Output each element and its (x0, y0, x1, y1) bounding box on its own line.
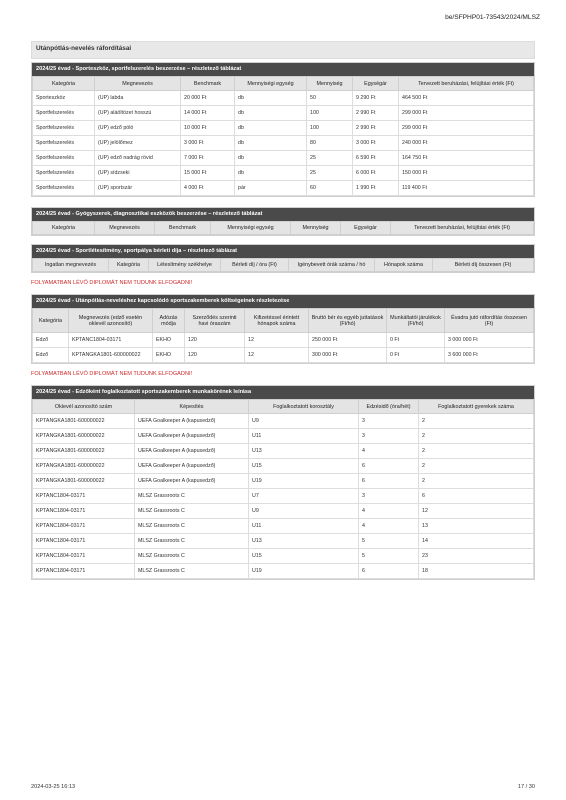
table-cell: 250 000 Ft (309, 333, 387, 348)
table-cell: KPTANC1804-03171 (33, 564, 135, 579)
table-cell: 60 (307, 181, 353, 196)
column-header: Kategória (33, 222, 95, 235)
table-row (33, 414, 534, 429)
table-row (33, 181, 534, 196)
table-row (33, 444, 534, 459)
table-row (33, 459, 534, 474)
table-cell: 12 (419, 504, 534, 519)
table-cell: 13 (419, 519, 534, 534)
column-header: Évadra jutó ráfordítás összesen (Ft) (445, 309, 534, 333)
table-cell: 3 000 Ft (181, 136, 235, 151)
column-header: Szerződés szerinti havi óraszám (185, 309, 245, 333)
table-cell: U15 (249, 459, 359, 474)
table-cell: MLSZ Grassroots C (135, 489, 249, 504)
table-cell: Sportfelszerelés (33, 121, 95, 136)
table-cell: 7 000 Ft (181, 151, 235, 166)
table-row (33, 121, 534, 136)
table-cell: 3 600 000 Ft (445, 348, 534, 363)
column-header: Kifizetéssel érintett hónapok száma (245, 309, 309, 333)
table-cell: (UP) edző póló (95, 121, 181, 136)
table-cell: (UP) sídzseki (95, 166, 181, 181)
table-cell: 14 000 Ft (181, 106, 235, 121)
table-cell: 6 (359, 474, 419, 489)
table-cell: U11 (249, 519, 359, 534)
column-header: Igénybevett órák száma / hó (289, 259, 375, 272)
column-header: Ingatlan megnevezés (33, 259, 109, 272)
table-cell: Sportfelszerelés (33, 151, 95, 166)
table-cell: KPTANC1804-03171 (33, 489, 135, 504)
column-header: Mennyiség (291, 222, 341, 235)
table-cell: KPTANC1804-03171 (33, 534, 135, 549)
table-row (33, 91, 534, 106)
table-cell: db (235, 151, 307, 166)
table-cell: UEFA Goalkeeper A (kapusedző) (135, 474, 249, 489)
table-cell: U13 (249, 534, 359, 549)
medical-table-title: 2024/25 évad - Gyógyszerek, diagnosztikai eszközök beszerzése – részletező táblázat (32, 208, 534, 221)
table-cell: EKHO (153, 333, 185, 348)
table-cell: 80 (307, 136, 353, 151)
table-cell: KPTANGKA1801-600000022 (69, 348, 153, 363)
table-cell: MLSZ Grassroots C (135, 519, 249, 534)
table-row (33, 534, 534, 549)
equipment-header-row (33, 77, 534, 91)
table-cell: Sportfelszerelés (33, 106, 95, 121)
staff-cost-header-row (33, 309, 534, 333)
column-header: Egységár (341, 222, 391, 235)
column-header: Edzésidő (óra/hét) (359, 400, 419, 414)
table-cell: 120 (185, 348, 245, 363)
facility-table-title: 2024/25 évad - Sportlétesítmény, sportpálya bérleti díja – részletező táblázat (32, 245, 534, 258)
table-cell: 3 (359, 429, 419, 444)
table-cell: U9 (249, 504, 359, 519)
table-cell: db (235, 136, 307, 151)
table-cell: U15 (249, 549, 359, 564)
column-header: Oklevél azonosító szám (33, 400, 135, 414)
table-row (33, 549, 534, 564)
table-cell: 6 (359, 459, 419, 474)
diploma-warning: FOLYAMATBAN LÉVŐ DIPLOMÁT NEM TUDUNK ELFOGADNI! (31, 280, 193, 286)
table-cell: 2 (419, 459, 534, 474)
staff-cost-table-block (31, 294, 535, 364)
table-cell: UEFA Goalkeeper A (kapusedző) (135, 429, 249, 444)
table-cell: 3 (359, 414, 419, 429)
table-cell: UEFA Goalkeeper A (kapusedző) (135, 444, 249, 459)
table-cell: Sportfelszerelés (33, 166, 95, 181)
table-cell: 299 000 Ft (399, 106, 534, 121)
table-cell: 299 000 Ft (399, 121, 534, 136)
table-cell: 150 000 Ft (399, 166, 534, 181)
table-cell: UEFA Goalkeeper A (kapusedző) (135, 459, 249, 474)
column-header: Megnevezés (edző esetén oklevél azonosító) (69, 309, 153, 333)
table-cell: MLSZ Grassroots C (135, 504, 249, 519)
table-cell: KPTANC1804-03171 (33, 504, 135, 519)
table-cell: 300 000 Ft (309, 348, 387, 363)
table-cell: KPTANGKA1801-600000022 (33, 459, 135, 474)
medical-table (32, 221, 534, 235)
diploma-warning: FOLYAMATBAN LÉVŐ DIPLOMÁT NEM TUDUNK ELFOGADNI! (31, 371, 193, 377)
table-cell: 0 Ft (387, 348, 445, 363)
table-row (33, 136, 534, 151)
table-cell: Sporteszköz (33, 91, 95, 106)
table-cell: 100 (307, 106, 353, 121)
table-cell: 100 (307, 121, 353, 136)
table-cell: db (235, 106, 307, 121)
table-cell: 12 (245, 333, 309, 348)
table-cell: U7 (249, 489, 359, 504)
column-header: Bérleti díj / óra (Ft) (221, 259, 289, 272)
staff-cost-table-title: 2024/25 évad - Utánpótlás-neveléshez kapcsolódó sportszakemberek költségeinek részletezése (32, 295, 534, 308)
table-cell: 119 400 Ft (399, 181, 534, 196)
table-cell: 464 500 Ft (399, 91, 534, 106)
table-cell: EKHO (153, 348, 185, 363)
table-cell: 18 (419, 564, 534, 579)
table-cell: U13 (249, 444, 359, 459)
table-cell: 6 000 Ft (353, 166, 399, 181)
table-cell: Edző (33, 348, 69, 363)
column-header: Mennyiségi egység (211, 222, 291, 235)
facility-table (32, 258, 534, 272)
table-cell: 3 000 000 Ft (445, 333, 534, 348)
table-cell: (UP) labda (95, 91, 181, 106)
column-header: Kategória (33, 77, 95, 91)
table-cell: KPTANGKA1801-600000022 (33, 414, 135, 429)
coach-duties-header-row (33, 400, 534, 414)
table-cell: 120 (185, 333, 245, 348)
table-cell: (UP) edző nadrág rövid (95, 151, 181, 166)
table-cell: KPTANC1804-03171 (69, 333, 153, 348)
column-header: Mennyiség (307, 77, 353, 91)
page-content (31, 41, 535, 580)
table-cell: 6 (359, 564, 419, 579)
coach-duties-table-title: 2024/25 évad - Edzőként foglalkoztatott sportszakemberek munkakörének leírása (32, 386, 534, 399)
table-cell: db (235, 121, 307, 136)
coach-duties-table-body (33, 414, 534, 579)
table-cell: 15 000 Ft (181, 166, 235, 181)
column-header: Foglalkoztatott korosztály (249, 400, 359, 414)
table-cell: 3 000 Ft (353, 136, 399, 151)
table-cell: 4 (359, 504, 419, 519)
table-cell: 240 000 Ft (399, 136, 534, 151)
table-cell: 2 (419, 444, 534, 459)
table-cell: U9 (249, 414, 359, 429)
table-cell: U19 (249, 474, 359, 489)
table-cell: 1 990 Ft (353, 181, 399, 196)
table-cell: 2 990 Ft (353, 121, 399, 136)
table-row (33, 504, 534, 519)
table-cell: 6 (419, 489, 534, 504)
facility-table-block (31, 244, 535, 273)
table-cell: pár (235, 181, 307, 196)
staff-cost-table-body (33, 333, 534, 363)
table-cell: 4 (359, 444, 419, 459)
table-cell: 25 (307, 166, 353, 181)
table-cell: 6 590 Ft (353, 151, 399, 166)
table-cell: U19 (249, 564, 359, 579)
equipment-table (32, 76, 534, 196)
column-header: Képesítés (135, 400, 249, 414)
table-cell: 5 (359, 549, 419, 564)
table-cell: 9 290 Ft (353, 91, 399, 106)
table-cell: 4 000 Ft (181, 181, 235, 196)
table-cell: 2 (419, 414, 534, 429)
table-cell: 25 (307, 151, 353, 166)
equipment-table-body (33, 91, 534, 196)
table-cell: 2 (419, 429, 534, 444)
table-cell: 4 (359, 519, 419, 534)
table-cell: 20 000 Ft (181, 91, 235, 106)
table-cell: 50 (307, 91, 353, 106)
table-cell: 0 Ft (387, 333, 445, 348)
table-cell: 23 (419, 549, 534, 564)
table-cell: 3 (359, 489, 419, 504)
table-cell: (UP) sportszár (95, 181, 181, 196)
medical-header-row (33, 222, 534, 235)
table-row (33, 151, 534, 166)
column-header: Megnevezés (95, 222, 155, 235)
column-header: Foglalkoztatott gyerekek száma (419, 400, 534, 414)
column-header: Létesítmény székhelye (149, 259, 221, 272)
table-row (33, 474, 534, 489)
table-cell: MLSZ Grassroots C (135, 549, 249, 564)
table-cell: 164 750 Ft (399, 151, 534, 166)
table-cell: Sportfelszerelés (33, 136, 95, 151)
column-header: Adózás módja (153, 309, 185, 333)
document-reference: be/SFPHP01-73543/2024/MLSZ (445, 14, 540, 21)
column-header: Tervezett beruházási, felújítási érték (Ft) (391, 222, 534, 235)
table-cell: KPTANGKA1801-600000022 (33, 444, 135, 459)
column-header: Munkáltatói járulékok (Ft/hó) (387, 309, 445, 333)
table-row (33, 429, 534, 444)
staff-cost-table (32, 308, 534, 363)
table-cell: KPTANC1804-03171 (33, 549, 135, 564)
table-cell: 2 990 Ft (353, 106, 399, 121)
column-header: Kategória (33, 309, 69, 333)
table-cell: (UP) jelölőmez (95, 136, 181, 151)
table-cell: KPTANGKA1801-600000022 (33, 429, 135, 444)
table-row (33, 333, 534, 348)
table-row (33, 519, 534, 534)
table-cell: Edző (33, 333, 69, 348)
facility-header-row (33, 259, 534, 272)
table-cell: 5 (359, 534, 419, 549)
table-cell: (UP) aláöltözet hosszú (95, 106, 181, 121)
table-cell: Sportfelszerelés (33, 181, 95, 196)
coach-duties-table (32, 399, 534, 579)
table-cell: UEFA Goalkeeper A (kapusedző) (135, 414, 249, 429)
column-header: Hónapok száma (375, 259, 433, 272)
table-cell: MLSZ Grassroots C (135, 534, 249, 549)
table-cell: U11 (249, 429, 359, 444)
footer-page-number: 17 / 30 (517, 784, 535, 790)
table-cell: MLSZ Grassroots C (135, 564, 249, 579)
table-row (33, 348, 534, 363)
table-row (33, 489, 534, 504)
column-header: Kategória (109, 259, 149, 272)
table-row (33, 564, 534, 579)
table-cell: 12 (245, 348, 309, 363)
column-header: Egységár (353, 77, 399, 91)
equipment-table-block (31, 62, 535, 197)
table-cell: 2 (419, 474, 534, 489)
table-row (33, 106, 534, 121)
table-row (33, 166, 534, 181)
column-header: Bruttó bér és egyéb juttatások (Ft/hó) (309, 309, 387, 333)
equipment-table-title: 2024/25 évad - Sporteszköz, sportfelszerelés beszerzése – részletező táblázat (32, 63, 534, 76)
medical-table-block (31, 207, 535, 236)
table-cell: 10 000 Ft (181, 121, 235, 136)
column-header: Benchmark (155, 222, 211, 235)
table-cell: db (235, 166, 307, 181)
coach-duties-table-block (31, 385, 535, 580)
column-header: Benchmark (181, 77, 235, 91)
column-header: Bérleti díj összesen (Ft) (433, 259, 534, 272)
table-cell: 14 (419, 534, 534, 549)
column-header: Mennyiségi egység (235, 77, 307, 91)
column-header: Megnevezés (95, 77, 181, 91)
footer-timestamp: 2024-03-25 16:13 (31, 784, 76, 790)
table-cell: KPTANGKA1801-600000022 (33, 474, 135, 489)
table-cell: db (235, 91, 307, 106)
column-header: Tervezett beruházási, felújítási érték (Ft) (399, 77, 534, 91)
section-title: Utánpótlás-nevelés ráfordításai (31, 41, 535, 59)
table-cell: KPTANC1804-03171 (33, 519, 135, 534)
